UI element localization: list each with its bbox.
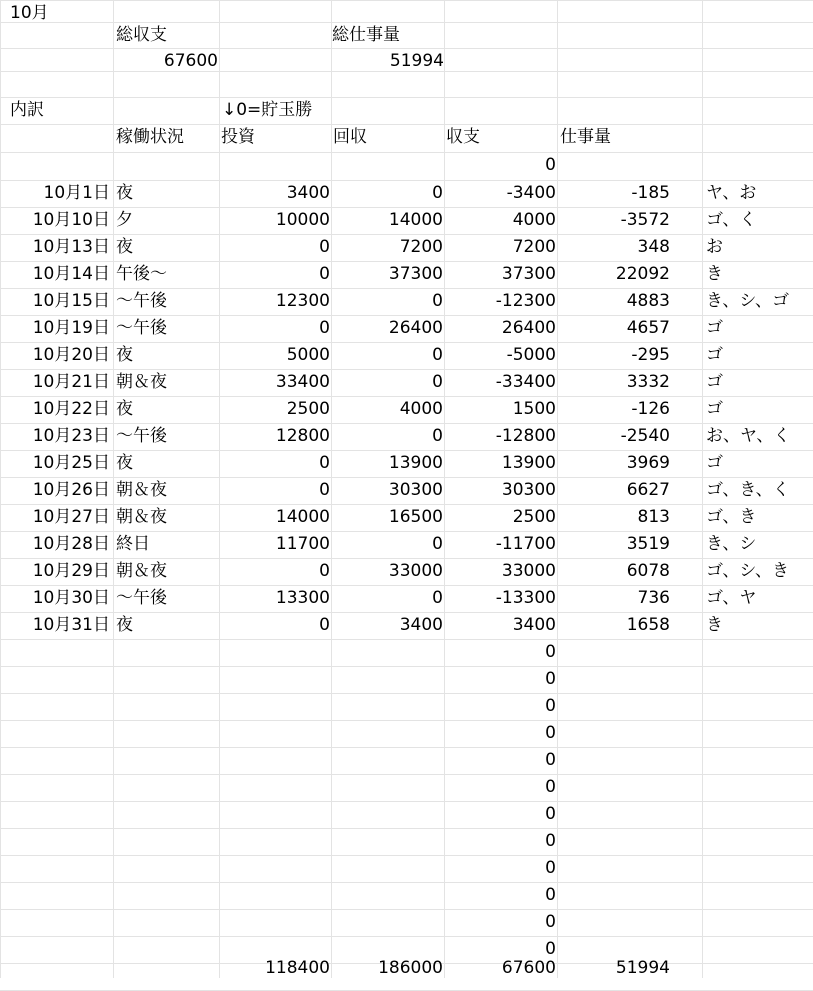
row-recover[interactable]: 0: [432, 534, 443, 554]
row-invest[interactable]: 0: [319, 480, 330, 500]
row-date[interactable]: 10月23日: [32, 426, 110, 446]
row-invest[interactable]: 12800: [275, 426, 330, 446]
row-memo[interactable]: ゴ、シ、き: [706, 561, 789, 581]
row-invest[interactable]: 12300: [275, 291, 330, 311]
balance-zero-cell[interactable]: 0: [545, 669, 556, 689]
row-memo[interactable]: お、ヤ、く: [706, 426, 791, 446]
row-balance[interactable]: 30300: [501, 480, 556, 500]
row-balance[interactable]: -12800: [495, 426, 556, 446]
row-balance[interactable]: 1500: [512, 399, 556, 419]
row-status[interactable]: 夜: [116, 183, 133, 203]
row-gridline: [0, 720, 813, 721]
row-work[interactable]: -2540: [620, 426, 670, 446]
balance-zero-cell[interactable]: 0: [545, 858, 556, 878]
row-work[interactable]: 22092: [615, 264, 670, 284]
column-gridline: [702, 0, 703, 978]
row-invest[interactable]: 5000: [286, 345, 330, 365]
row-date[interactable]: 10月15日: [32, 291, 110, 311]
balance-zero-cell[interactable]: 0: [545, 777, 556, 797]
row-memo[interactable]: ゴ: [706, 345, 723, 365]
row-invest[interactable]: 2500: [286, 399, 330, 419]
row-invest[interactable]: 33400: [275, 372, 330, 392]
balance-zero-cell[interactable]: 0: [545, 939, 556, 959]
row-balance[interactable]: 37300: [501, 264, 556, 284]
row-gridline: [0, 666, 813, 667]
row-status[interactable]: 夕: [116, 210, 133, 230]
total-balance-value[interactable]: 67600: [163, 51, 218, 71]
row-work[interactable]: 1658: [626, 615, 670, 635]
row-balance[interactable]: 3400: [512, 615, 556, 635]
row-recover[interactable]: 4000: [399, 399, 443, 419]
row-memo[interactable]: き、シ: [706, 534, 757, 554]
row-work[interactable]: 3969: [626, 453, 670, 473]
row-work[interactable]: 3519: [626, 534, 670, 554]
row-date[interactable]: 10月22日: [32, 399, 110, 419]
row-work[interactable]: -3572: [620, 210, 670, 230]
row-date[interactable]: 10月26日: [32, 480, 110, 500]
row-gridline: [0, 828, 813, 829]
row-status[interactable]: 〜午後: [116, 426, 167, 446]
row-recover[interactable]: 0: [432, 588, 443, 608]
row-gridline: [0, 747, 813, 748]
row-memo[interactable]: ゴ、く: [706, 210, 757, 230]
row-memo[interactable]: お: [706, 237, 723, 257]
row-memo[interactable]: ヤ、お: [706, 183, 757, 203]
total-balance[interactable]: 67600: [501, 958, 556, 978]
row-gridline: [0, 152, 813, 153]
row-gridline: [0, 936, 813, 937]
row-work[interactable]: 4657: [626, 318, 670, 338]
row-invest[interactable]: 13300: [275, 588, 330, 608]
row-gridline: [0, 909, 813, 910]
balance-zero-cell[interactable]: 0: [545, 885, 556, 905]
balance-zero-cell[interactable]: 0: [545, 831, 556, 851]
row-status[interactable]: 朝＆夜: [116, 480, 167, 500]
balance-zero-cell[interactable]: 0: [545, 804, 556, 824]
row-status[interactable]: 夜: [116, 237, 133, 257]
row-status[interactable]: 夜: [116, 345, 133, 365]
row-status[interactable]: 終日: [116, 534, 150, 554]
row-recover[interactable]: 33000: [388, 561, 443, 581]
row-memo[interactable]: ゴ: [706, 399, 723, 419]
row-memo[interactable]: き: [706, 615, 723, 635]
row-invest[interactable]: 0: [319, 318, 330, 338]
row-date[interactable]: 10月21日: [32, 372, 110, 392]
row-balance[interactable]: -5000: [506, 345, 556, 365]
row-date[interactable]: 10月1日: [43, 183, 110, 203]
column-gridline: [113, 0, 114, 978]
row-memo[interactable]: ゴ、ヤ: [706, 588, 757, 608]
total-work-value[interactable]: 51994: [389, 51, 444, 71]
row-recover[interactable]: 0: [432, 372, 443, 392]
header-invest[interactable]: 投資: [221, 127, 255, 147]
row-memo[interactable]: ゴ、き: [706, 507, 757, 527]
row-status[interactable]: 〜午後: [116, 318, 167, 338]
row-balance[interactable]: 13900: [501, 453, 556, 473]
row-invest[interactable]: 0: [319, 264, 330, 284]
row-balance[interactable]: -3400: [506, 183, 556, 203]
note-label[interactable]: ↓0=貯玉勝: [222, 100, 313, 120]
row-status[interactable]: 朝＆夜: [116, 561, 167, 581]
row-work[interactable]: 4883: [626, 291, 670, 311]
row-balance[interactable]: 7200: [512, 237, 556, 257]
row-date[interactable]: 10月25日: [32, 453, 110, 473]
balance-zero-cell[interactable]: 0: [545, 642, 556, 662]
row-date[interactable]: 10月10日: [32, 210, 110, 230]
row-recover[interactable]: 30300: [388, 480, 443, 500]
row-date[interactable]: 10月13日: [32, 237, 110, 257]
balance-zero-cell[interactable]: 0: [545, 750, 556, 770]
row-gridline: [0, 801, 813, 802]
header-recover[interactable]: 回収: [333, 127, 367, 147]
row-recover[interactable]: 0: [432, 183, 443, 203]
row-memo[interactable]: ゴ: [706, 453, 723, 473]
row-invest[interactable]: 14000: [275, 507, 330, 527]
row-status[interactable]: 夜: [116, 615, 133, 635]
balance-zero-cell[interactable]: 0: [545, 912, 556, 932]
row-invest[interactable]: 0: [319, 237, 330, 257]
row-recover[interactable]: 16500: [388, 507, 443, 527]
row-gridline: [0, 97, 813, 98]
row-work[interactable]: -185: [631, 183, 670, 203]
header-work[interactable]: 仕事量: [560, 127, 611, 147]
row-gridline: [0, 855, 813, 856]
row-recover[interactable]: 37300: [388, 264, 443, 284]
row-date[interactable]: 10月27日: [32, 507, 110, 527]
row-status[interactable]: 〜午後: [116, 588, 167, 608]
row-work[interactable]: 348: [637, 237, 670, 257]
row-work[interactable]: 6627: [626, 480, 670, 500]
total-work[interactable]: 51994: [615, 958, 670, 978]
row-date[interactable]: 10月29日: [32, 561, 110, 581]
row-balance[interactable]: -13300: [495, 588, 556, 608]
balance-zero-cell[interactable]: 0: [545, 723, 556, 743]
row-memo[interactable]: ゴ: [706, 318, 723, 338]
row-memo[interactable]: ゴ: [706, 372, 723, 392]
row-date[interactable]: 10月30日: [32, 588, 110, 608]
row-recover[interactable]: 3400: [399, 615, 443, 635]
row-status[interactable]: 夜: [116, 453, 133, 473]
total-work-label[interactable]: 総仕事量: [332, 25, 400, 45]
balance-zero-cell[interactable]: 0: [545, 696, 556, 716]
row-recover[interactable]: 13900: [388, 453, 443, 473]
row-invest[interactable]: 0: [319, 453, 330, 473]
row-memo[interactable]: き、シ、ゴ: [706, 291, 789, 311]
row-invest[interactable]: 0: [319, 615, 330, 635]
total-balance-label[interactable]: 総収支: [116, 25, 167, 45]
row-invest[interactable]: 3400: [286, 183, 330, 203]
row-balance[interactable]: 4000: [512, 210, 556, 230]
row-gridline: [0, 774, 813, 775]
total-recover[interactable]: 186000: [378, 958, 443, 978]
row-date[interactable]: 10月28日: [32, 534, 110, 554]
row-memo[interactable]: ゴ、き、く: [706, 480, 790, 500]
row-date[interactable]: 10月14日: [32, 264, 110, 284]
column-gridline: [444, 0, 445, 978]
row-status[interactable]: 夜: [116, 399, 133, 419]
row-recover[interactable]: 0: [432, 345, 443, 365]
row-date[interactable]: 10月19日: [32, 318, 110, 338]
row-recover[interactable]: 7200: [399, 237, 443, 257]
breakdown-label[interactable]: 内訳: [10, 100, 44, 120]
row-status[interactable]: 朝＆夜: [116, 372, 167, 392]
row-gridline: [0, 0, 813, 1]
row-date[interactable]: 10月31日: [32, 615, 110, 635]
row-balance[interactable]: 2500: [512, 507, 556, 527]
row-invest[interactable]: 10000: [275, 210, 330, 230]
initial-zero-cell[interactable]: 0: [545, 155, 556, 175]
row-balance[interactable]: 26400: [501, 318, 556, 338]
row-work[interactable]: 736: [637, 588, 670, 608]
row-invest[interactable]: 0: [319, 561, 330, 581]
sheet-title[interactable]: 10月: [10, 3, 49, 23]
row-gridline: [0, 882, 813, 883]
row-work[interactable]: 813: [637, 507, 670, 527]
column-gridline: [557, 0, 558, 978]
row-status[interactable]: 朝＆夜: [116, 507, 167, 527]
row-gridline: [0, 693, 813, 694]
total-invest[interactable]: 118400: [265, 958, 330, 978]
row-balance[interactable]: -11700: [495, 534, 556, 554]
header-balance[interactable]: 収支: [446, 127, 480, 147]
row-status[interactable]: 〜午後: [116, 291, 167, 311]
row-memo[interactable]: き: [706, 264, 723, 284]
header-status[interactable]: 稼働状況: [116, 127, 184, 147]
row-recover[interactable]: 0: [432, 426, 443, 446]
row-work[interactable]: 3332: [626, 372, 670, 392]
row-work[interactable]: -295: [631, 345, 670, 365]
row-date[interactable]: 10月20日: [32, 345, 110, 365]
row-balance[interactable]: -33400: [495, 372, 556, 392]
row-recover[interactable]: 0: [432, 291, 443, 311]
row-recover[interactable]: 26400: [388, 318, 443, 338]
row-balance[interactable]: 33000: [501, 561, 556, 581]
row-work[interactable]: 6078: [626, 561, 670, 581]
row-gridline: [0, 639, 813, 640]
row-work[interactable]: -126: [631, 399, 670, 419]
row-invest[interactable]: 11700: [275, 534, 330, 554]
row-recover[interactable]: 14000: [388, 210, 443, 230]
row-balance[interactable]: -12300: [495, 291, 556, 311]
row-status[interactable]: 午後〜: [116, 264, 167, 284]
